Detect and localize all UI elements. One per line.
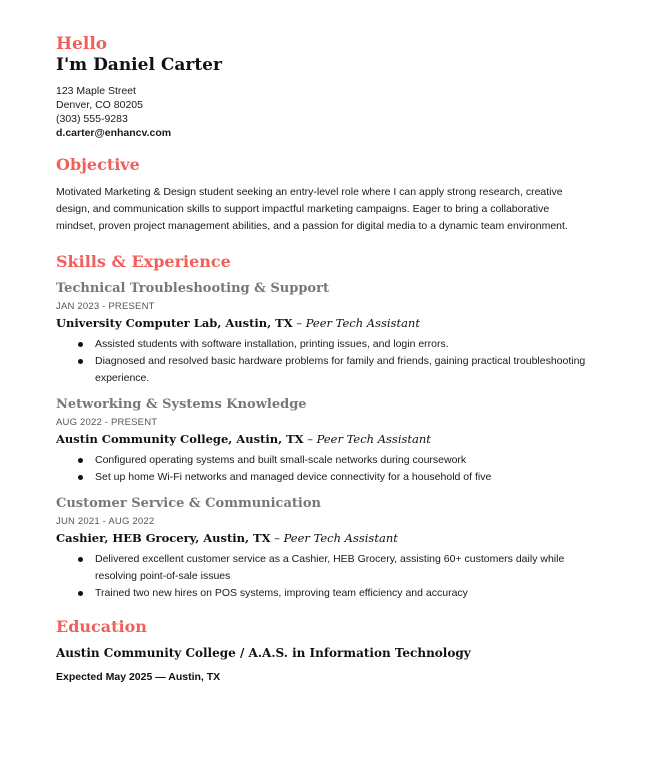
bullet-list [56, 336, 592, 387]
education-heading: Education [56, 617, 147, 636]
objective-heading: Objective [56, 155, 140, 174]
bullet-list [56, 551, 592, 602]
bullet-list [56, 452, 592, 486]
entry-title: Technical Troubleshooting & Support [56, 281, 329, 296]
bullet-item: Set up home Wi-Fi networks and managed device connectivity for a household of five [95, 469, 590, 486]
education-degree: Austin Community College / A.A.S. in Information Technology [56, 646, 471, 660]
bullet-item: Trained two new hires on POS systems, improving team efficiency and accuracy [95, 585, 590, 602]
candidate-name: I'm Daniel Carter [56, 55, 222, 75]
role-title: Peer Tech Assistant [316, 432, 431, 446]
experience-entry [56, 280, 592, 387]
address-line-1: 123 Maple Street [56, 85, 136, 97]
entry-date: JAN 2023 - PRESENT [56, 301, 155, 312]
email-link[interactable]: d.carter@enhancv.com [56, 127, 172, 139]
entry-title: Customer Service & Communication [56, 496, 321, 511]
separator: – [292, 316, 306, 330]
entry-organization [56, 431, 592, 447]
bullet-item: Assisted students with software installation, printing issues, and login errors. [95, 336, 590, 353]
entry-organization [56, 315, 592, 331]
contact-info [56, 84, 592, 140]
entry-date: AUG 2022 - PRESENT [56, 417, 158, 428]
bullet-item: Configured operating systems and built small-scale networks during coursework [95, 452, 590, 469]
organization-name: Austin Community College, Austin, TX [56, 432, 304, 446]
objective-text: Motivated Marketing & Design student seeking an entry-level role where I can apply strong research, creative design, and communication skills to support impactful marketing campaigns. Eager to bring a collaborative mindset, proven project management abilities, and a passion for digital media to a dynamic team environment. [56, 186, 568, 232]
entry-title: Networking & Systems Knowledge [56, 397, 307, 412]
experience-entry [56, 495, 592, 602]
entry-organization [56, 530, 592, 546]
greeting: Hello [56, 34, 108, 54]
experience-entry [56, 396, 592, 486]
entry-date: JUN 2021 - AUG 2022 [56, 516, 155, 527]
header [56, 34, 592, 140]
organization-name: University Computer Lab, Austin, TX [56, 316, 293, 330]
organization-name: Cashier, HEB Grocery, Austin, TX [56, 531, 271, 545]
address-line-2: Denver, CO 80205 [56, 99, 143, 111]
bullet-item: Diagnosed and resolved basic hardware problems for family and friends, gaining practical troubleshooting experience. [95, 353, 590, 387]
bullet-item: Delivered excellent customer service as a Cashier, HEB Grocery, assisting 60+ customers daily while resolving point-of-sale issues [95, 551, 590, 585]
separator: – [303, 432, 317, 446]
skills-heading: Skills & Experience [56, 252, 231, 271]
phone: (303) 555-9283 [56, 113, 128, 125]
role-title: Peer Tech Assistant [283, 531, 398, 545]
role-title: Peer Tech Assistant [305, 316, 420, 330]
education-date-location: Expected May 2025 — Austin, TX [56, 671, 221, 683]
separator: – [270, 531, 284, 545]
